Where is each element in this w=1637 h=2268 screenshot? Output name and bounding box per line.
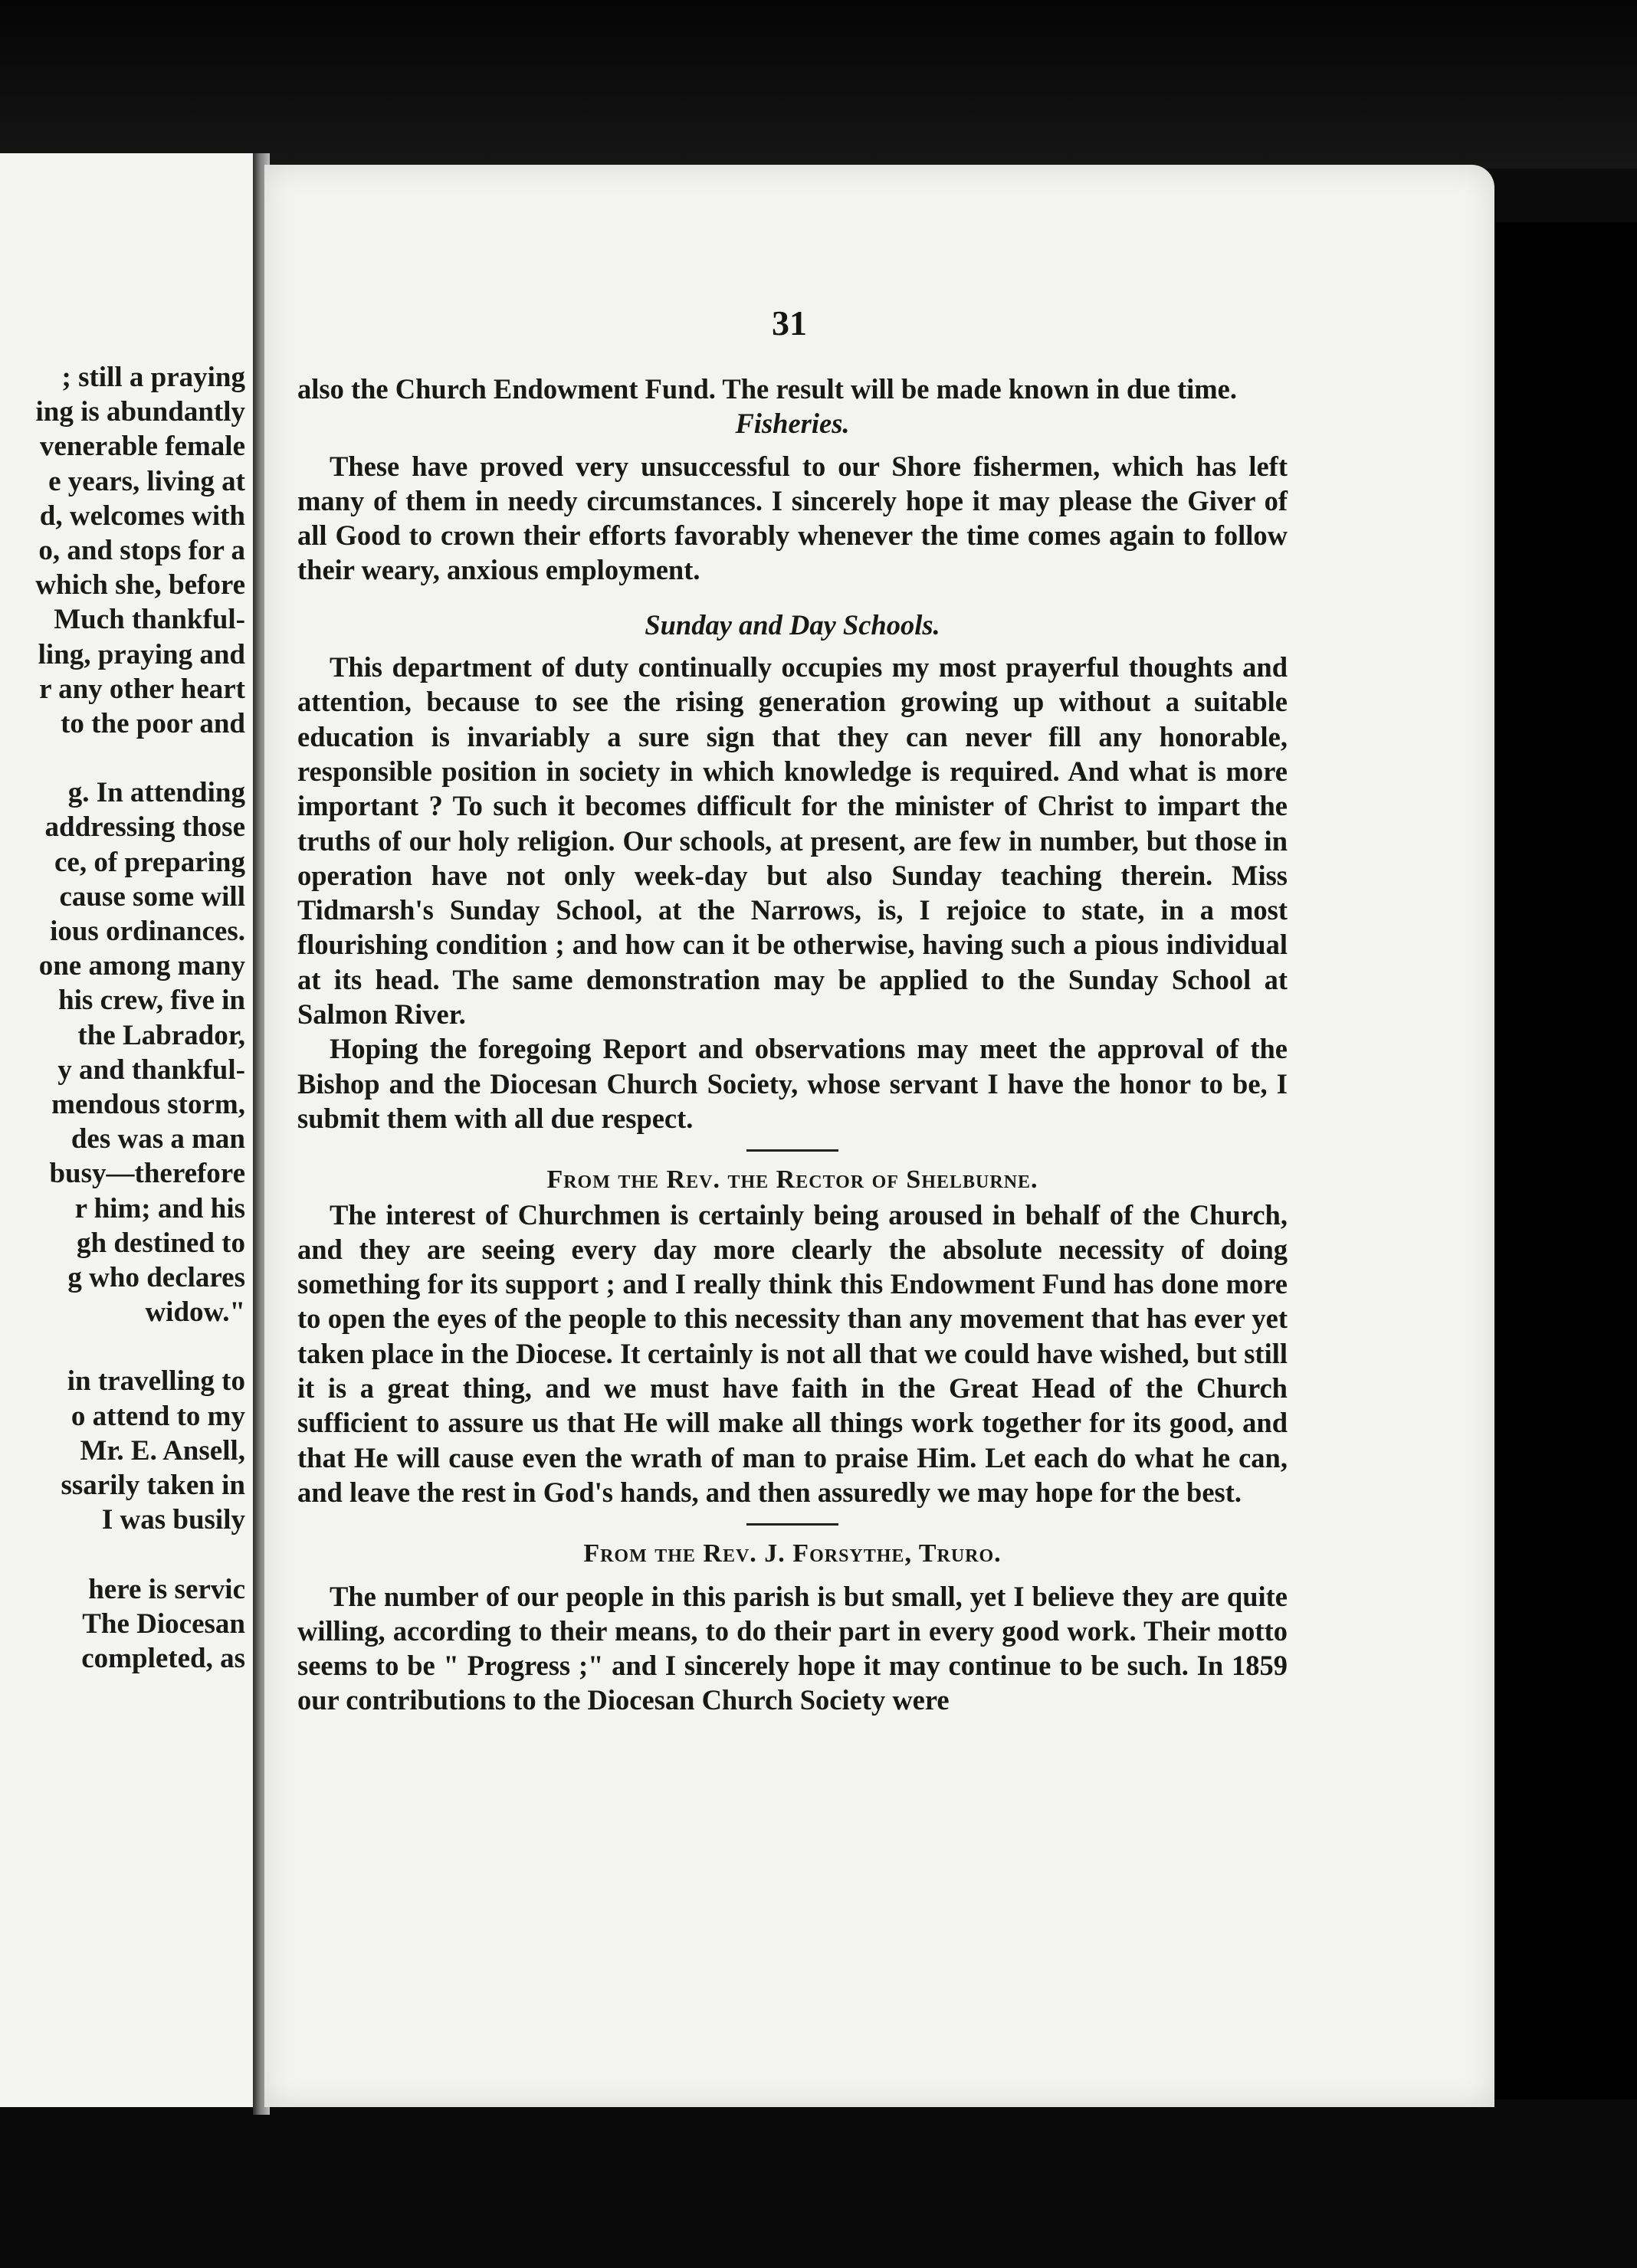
left-page-line: ; still a praying bbox=[61, 362, 245, 393]
heading-shelburne: From the Rev. the Rector of Shelburne. bbox=[546, 1165, 1038, 1195]
heading-truro: From the Rev. J. Forsythe, Truro. bbox=[583, 1539, 1002, 1568]
left-page-line: ling, praying and bbox=[38, 638, 245, 670]
heading-schools: Sunday and Day Schools. bbox=[645, 608, 940, 641]
left-page-line: widow." bbox=[145, 1296, 245, 1329]
paragraph-hoping: Hoping the foregoing Report and observations may meet the approval of the Bishop and the Diocesan Church Society, whose servant I have the honor to be, I submit them with all due respect. bbox=[297, 1033, 1288, 1134]
scanner-background-top bbox=[0, 0, 1637, 169]
left-page-line: des was a man bbox=[71, 1123, 245, 1155]
left-page-line: which she, before bbox=[35, 569, 245, 601]
left-page-line: in travelling to bbox=[67, 1365, 245, 1398]
left-page-line: r any other heart bbox=[39, 673, 245, 705]
scanner-background-bottom bbox=[0, 2099, 1637, 2268]
left-page-line: o, and stops for a bbox=[38, 534, 245, 566]
section-rule bbox=[746, 1149, 838, 1152]
paragraph-fisheries: These have proved very unsuccessful to our Shore fishermen, which has left many of them in needy circumstances. I sincerely hope it may please the Giver of all Good to crown their efforts favorably whenever the time comes again to follow their weary, anxious employment. bbox=[297, 450, 1288, 586]
left-page-line: r him; and his bbox=[74, 1192, 245, 1224]
intro-paragraph: also the Church Endowment Fund. The result will be made known in due time. bbox=[297, 373, 1237, 405]
left-page-line: his crew, five in bbox=[58, 985, 245, 1017]
left-page-line bbox=[0, 1329, 245, 1364]
left-page-line: Much thankful- bbox=[54, 604, 245, 636]
left-page-line bbox=[0, 741, 245, 775]
left-page-line bbox=[0, 1537, 245, 1572]
paragraph-schools: This department of duty continually occupies my most prayerful thoughts and attention, because to see the rising generation growing up without a suitable education is invariably a sure sign that they can never fill any honorable, responsible position in society in which knowledge is required. And what is more important ? To such it becomes difficult for the minister of Christ to impart the truths of our holy religion. Our schools, at present, are few in number, but those in operation have not only week-day but also Sunday teaching therein. Miss Tidmarsh's Sunday School, at the Narrows, is, I rejoice to state, in a most flourishing condition ; and how can it be otherwise, having such a pious individual at its head. The same demonstration may be applied to the Sunday School at Salmon River. bbox=[297, 651, 1288, 1031]
left-page-line: d, welcomes with bbox=[39, 500, 245, 532]
left-page-line: ce, of preparing bbox=[54, 846, 245, 878]
left-page-text bbox=[0, 360, 245, 1676]
left-page-line: one among many bbox=[38, 950, 245, 982]
left-page-line: the Labrador, bbox=[77, 1019, 245, 1051]
left-page-line: I was busily bbox=[101, 1504, 245, 1536]
left-page-line: cause some will bbox=[59, 880, 245, 913]
left-page-fragment bbox=[0, 153, 253, 2107]
section-rule bbox=[746, 1523, 838, 1526]
left-page-line: o attend to my bbox=[71, 1400, 245, 1432]
left-page-line: g. In attending bbox=[67, 777, 245, 809]
right-page-edge bbox=[1494, 222, 1637, 2099]
page-number: 31 bbox=[772, 303, 807, 342]
left-page-line: ious ordinances. bbox=[50, 916, 245, 947]
left-page-line: mendous storm, bbox=[51, 1088, 245, 1120]
page-body bbox=[297, 372, 1288, 1718]
left-page-line: completed, as bbox=[81, 1642, 245, 1674]
paragraph-shelburne: The interest of Churchmen is certainly being aroused in behalf of the Church, and they are seeing every day more clearly the absolute necessity of doing something for its support ; and I really think this Endowment Fund has done more to open the eyes of the people to this necessity than any movement that has ever yet taken place in the Diocese. It certainly is not all that we could have wished, but still it is a great thing, and we must have faith in the Great Head of the Church sufficient to assure us that He will make all things work together for its good, and that He will cause even the wrath of man to praise Him. Let each do what he can, and leave the rest in God's hands, and then assuredly we may hope for the best. bbox=[297, 1198, 1288, 1508]
left-page-line: addressing those bbox=[44, 811, 245, 844]
left-page-line: venerable female bbox=[39, 431, 245, 463]
left-page-line: here is servic bbox=[88, 1573, 245, 1605]
left-page-line: ing is abundantly bbox=[35, 396, 245, 428]
paragraph-truro: The number of our people in this parish is but small, yet I believe they are quite willing, according to their means, to do their part in every good work. Their motto seems to be " Progress ;" and I sincerely hope it may continue to be such. In 1859 our contributions to the Diocesan Church Society were bbox=[297, 1580, 1288, 1716]
left-page-line: e years, living at bbox=[48, 465, 245, 497]
left-page-line: Mr. E. Ansell, bbox=[80, 1434, 245, 1467]
left-page-line: g who declares bbox=[67, 1261, 245, 1293]
left-page-line: y and thankful- bbox=[57, 1054, 245, 1086]
heading-fisheries: Fisheries. bbox=[735, 408, 850, 440]
left-page-line: to the poor and bbox=[61, 707, 245, 739]
left-page-line: ssarily taken in bbox=[61, 1470, 245, 1501]
left-page-line: The Diocesan bbox=[82, 1608, 245, 1640]
left-page-line: busy—therefore bbox=[49, 1158, 245, 1190]
left-page-line: gh destined to bbox=[77, 1227, 245, 1259]
